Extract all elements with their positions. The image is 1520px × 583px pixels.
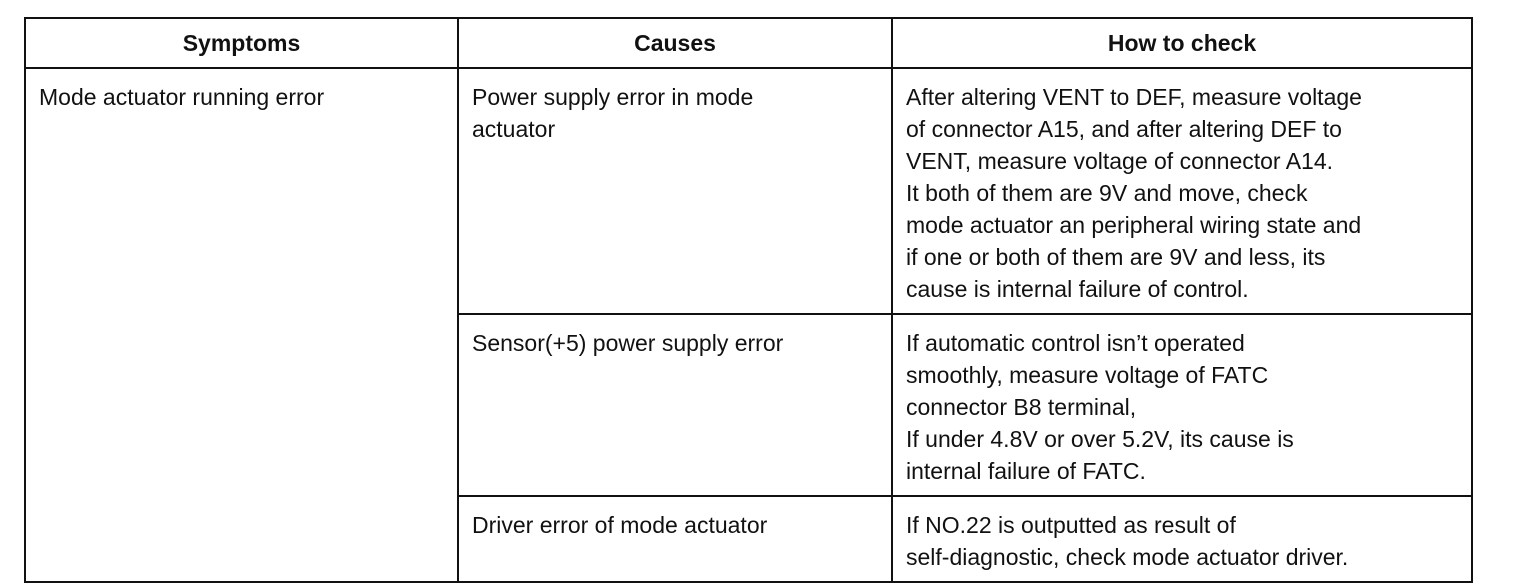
header-row: [25, 18, 1472, 68]
check-line: internal failure of FATC.: [906, 458, 1146, 484]
check-line: connector B8 terminal,: [906, 394, 1137, 420]
header-how-to-check: How to check: [892, 18, 1472, 68]
check-cell: [892, 68, 1472, 314]
header-symptoms: Symptoms: [25, 18, 458, 68]
check-line: mode actuator an peripheral wiring state and: [906, 212, 1362, 238]
table-row: [25, 68, 1472, 314]
check-line: If under 4.8V or over 5.2V, its cause is: [906, 426, 1294, 452]
cause-cell: [458, 496, 892, 582]
cause-cell: [458, 314, 892, 496]
symptom-cell: [25, 68, 458, 582]
check-line: VENT, measure voltage of connector A14.: [906, 148, 1334, 174]
check-line: If automatic control isn’t operated: [906, 330, 1245, 356]
troubleshooting-table-container: [24, 17, 1473, 583]
cause-line: Sensor(+5) power supply error: [472, 330, 784, 356]
check-line: It both of them are 9V and move, check: [906, 180, 1308, 206]
cause-line: Power supply error in mode: [472, 84, 754, 110]
check-line: smoothly, measure voltage of FATC: [906, 362, 1269, 388]
cause-line: actuator: [472, 116, 556, 142]
troubleshooting-table: [24, 17, 1473, 583]
header-causes: Causes: [458, 18, 892, 68]
check-line: if one or both of them are 9V and less, its: [906, 244, 1326, 270]
check-line: cause is internal failure of control.: [906, 276, 1249, 302]
table-body: [25, 68, 1472, 582]
check-line: of connector A15, and after altering DEF to: [906, 116, 1342, 142]
symptom-text: Mode actuator running error: [39, 84, 325, 110]
cause-cell: [458, 68, 892, 314]
check-cell: [892, 496, 1472, 582]
check-line: After altering VENT to DEF, measure voltage: [906, 84, 1362, 110]
check-cell: [892, 314, 1472, 496]
check-line: If NO.22 is outputted as result of: [906, 512, 1236, 538]
cause-line: Driver error of mode actuator: [472, 512, 768, 538]
check-line: self-diagnostic, check mode actuator driver.: [906, 544, 1349, 570]
table-header: [25, 18, 1472, 68]
